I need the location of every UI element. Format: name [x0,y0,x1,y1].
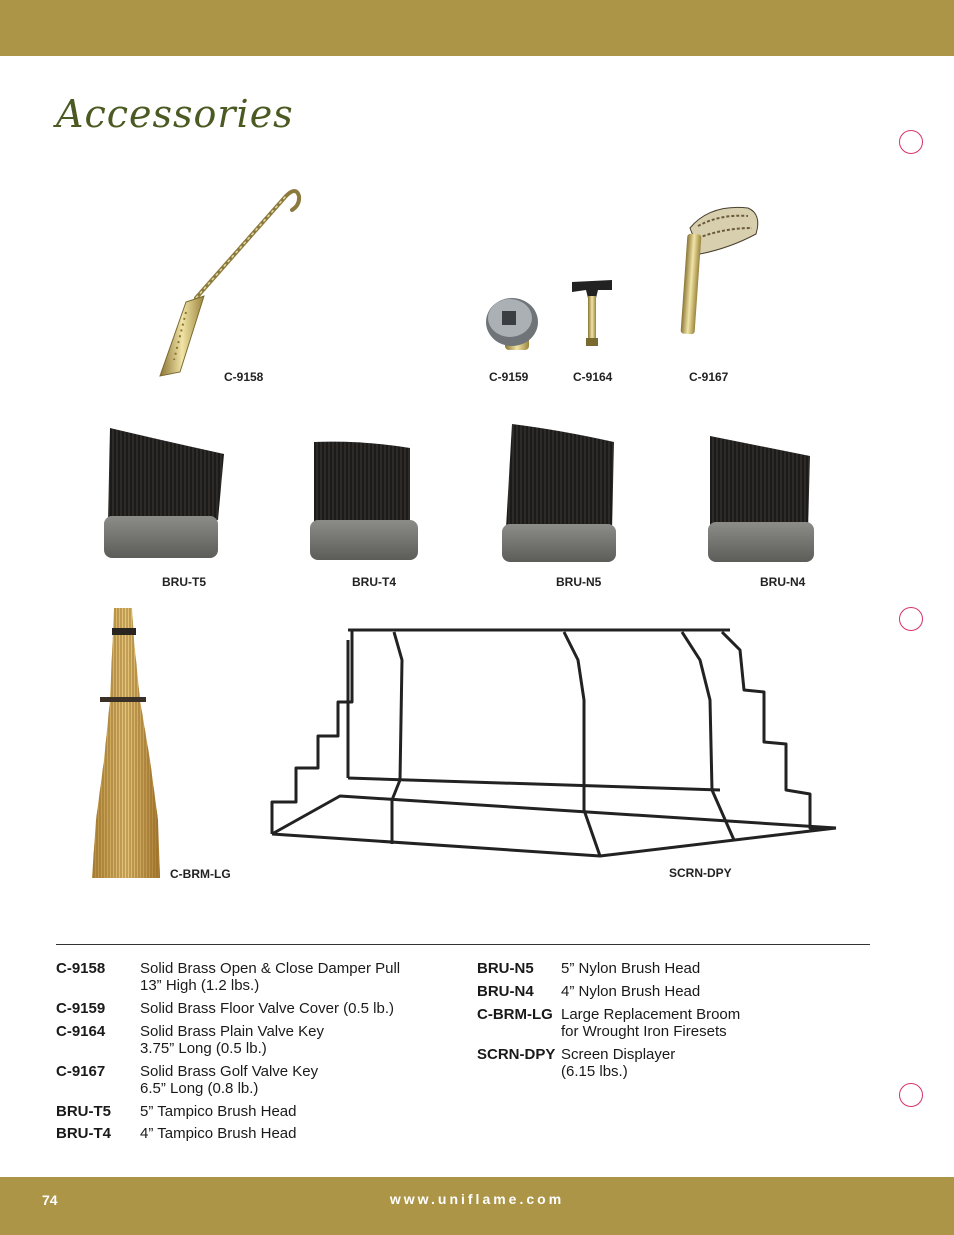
section-divider [56,944,870,945]
product-description: Screen Displayer [561,1046,676,1063]
label-brut5: BRU-T5 [162,575,206,589]
product-detail: (6.15 lbs.) [561,1063,628,1080]
product-code: C-BRM-LG [477,1006,553,1023]
product-code: SCRN-DPY [477,1046,556,1063]
product-description: Solid Brass Floor Valve Cover (0.5 lb.) [140,1000,394,1017]
label-brun5: BRU-N5 [556,575,602,589]
product-detail: 3.75” Long (0.5 lb.) [140,1040,267,1057]
product-detail: 6.5” Long (0.8 lb.) [140,1080,259,1097]
product-description: Large Replacement Broom [561,1006,741,1023]
tampico-brush-5-image [104,428,224,558]
replacement-broom-image [92,608,160,878]
product-code: BRU-N5 [477,960,534,977]
product-list-right [477,960,877,1100]
product-description: Solid Brass Open & Close Damper Pull [140,960,401,977]
product-code: BRU-T4 [56,1125,111,1142]
product-description: 4” Tampico Brush Head [140,1125,297,1142]
label-c9167: C-9167 [689,370,729,384]
product-list-left [56,960,466,1160]
product-detail: 13” High (1.2 lbs.) [140,977,260,994]
product-code: C-9164 [56,1023,106,1040]
plain-valve-key-image [572,280,612,346]
product-code: C-9159 [56,1000,106,1017]
label-c9164: C-9164 [573,370,613,384]
product-description: Solid Brass Plain Valve Key [140,1023,324,1040]
product-description: 5” Nylon Brush Head [561,960,701,977]
product-code: BRU-N4 [477,983,534,1000]
label-scrndpy: SCRN-DPY [669,866,732,880]
label-brut4: BRU-T4 [352,575,396,589]
tampico-brush-4-image [310,442,418,560]
golf-valve-key-image [681,207,758,334]
product-description: 5” Tampico Brush Head [140,1103,297,1120]
product-code: C-9158 [56,960,106,977]
product-code: C-9167 [56,1063,106,1080]
product-detail: for Wrought Iron Firesets [561,1023,727,1040]
nylon-brush-5-image [502,424,616,562]
label-c9158: C-9158 [224,370,264,384]
damper-pull-image [160,191,299,376]
floor-valve-cover-image [486,298,538,350]
product-description: 4” Nylon Brush Head [561,983,701,1000]
product-description: Solid Brass Golf Valve Key [140,1063,319,1080]
nylon-brush-4-image [708,436,814,562]
label-brun4: BRU-N4 [760,575,806,589]
screen-displayer-image [272,630,836,856]
binder-hole-bottom [899,1083,923,1107]
website-link[interactable]: www.uniflame.com [389,1191,565,1207]
product-code: BRU-T5 [56,1103,111,1120]
label-c9159: C-9159 [489,370,529,384]
label-cbrmlg: C-BRM-LG [170,867,231,881]
page-number: 74 [42,1192,58,1208]
page-title: Accessories [56,92,294,136]
